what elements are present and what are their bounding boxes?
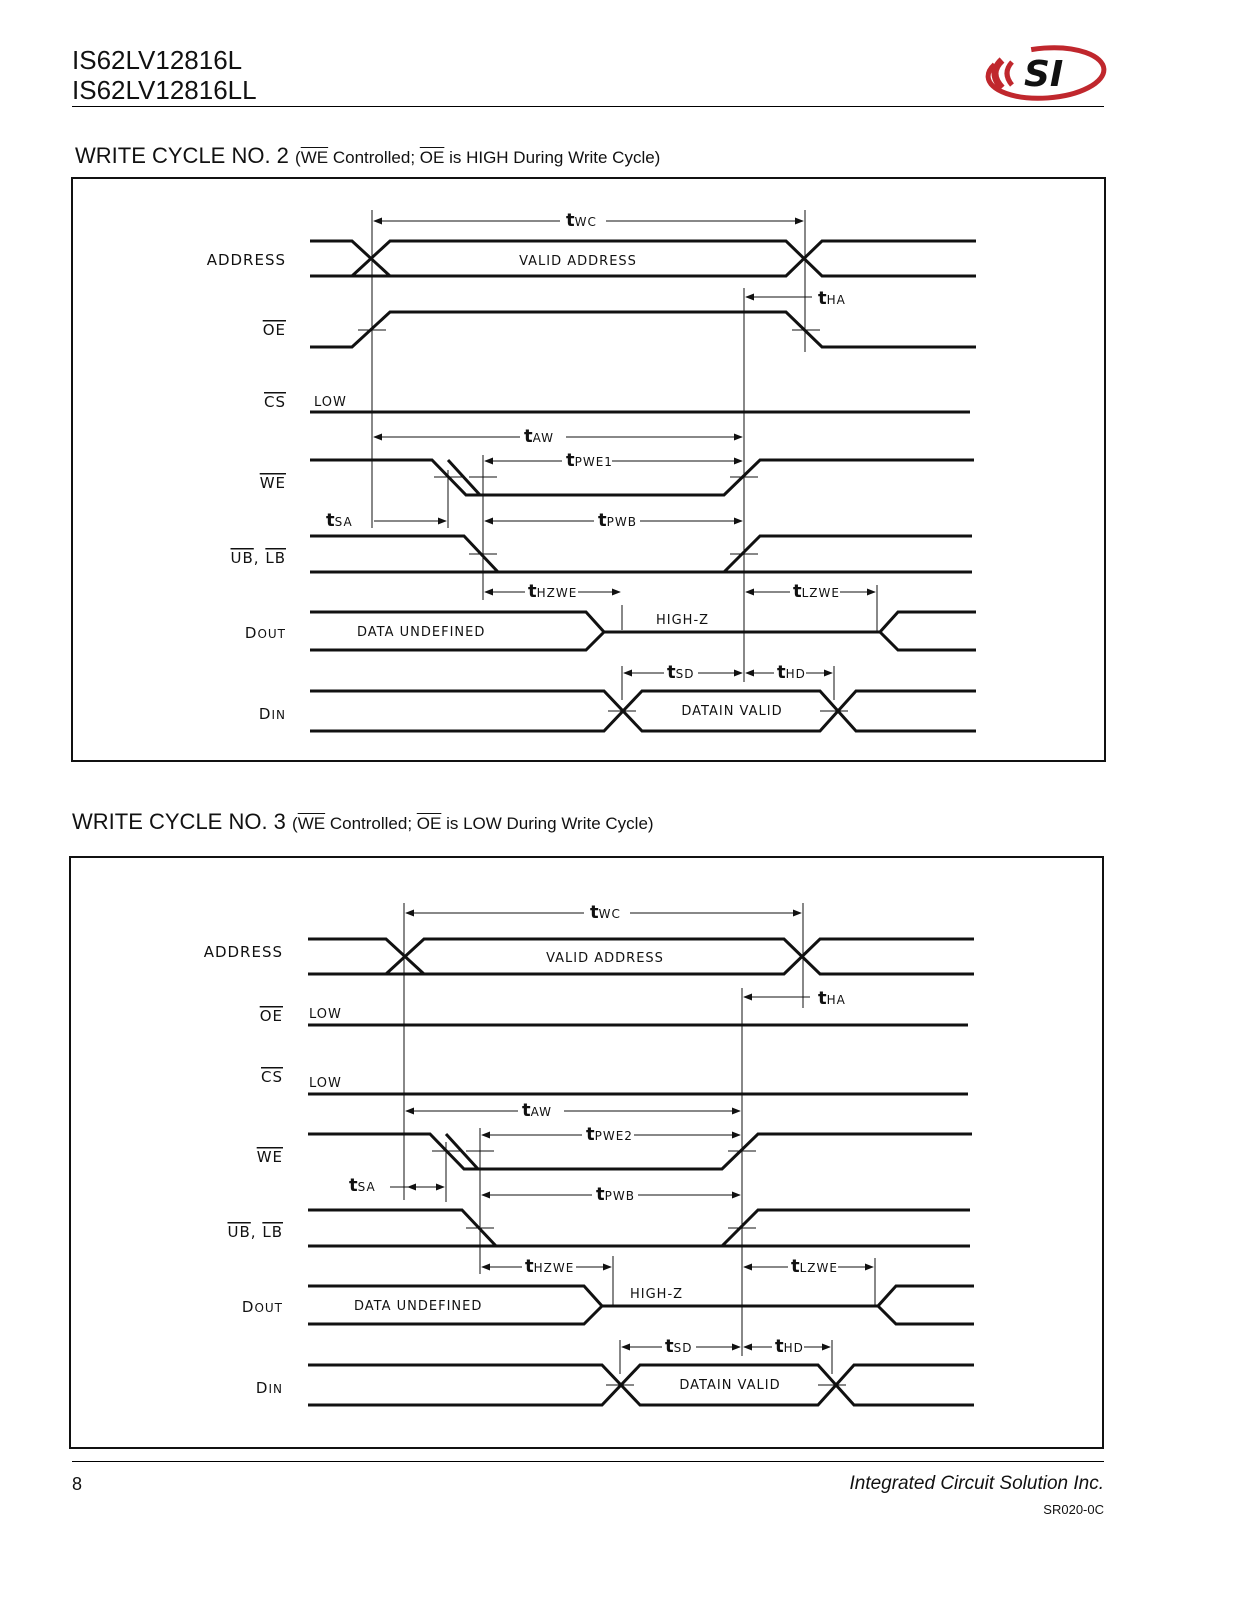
signal-we: WE <box>259 474 286 492</box>
signal-address: ADDRESS <box>206 251 286 269</box>
part-number-l: IS62LV12816L <box>72 45 243 75</box>
timing-taw: tAW <box>524 426 555 447</box>
timing-tpwe: tPWE2 <box>586 1124 633 1145</box>
section2-title: WRITE CYCLE NO. 3 ($\overline{WE}$ Controlled; $\overline{OE}$ is LOW During Write Cycle) <box>72 809 654 834</box>
timing-tsd: tSD <box>665 1336 693 1357</box>
timing-thd: tHD <box>777 662 806 683</box>
document-id: SR020-0C <box>1043 1502 1104 1517</box>
signal-ub-lb: UB, LB <box>227 1223 283 1241</box>
timing-taw: tAW <box>522 1100 553 1121</box>
timing-tsa: tSA <box>349 1175 376 1196</box>
signal-address: ADDRESS <box>203 943 283 961</box>
timing-tpwb: tPWB <box>598 510 637 531</box>
section1-title: WRITE CYCLE NO. 2 ($\overline{WE}$ Controlled; $\overline{OE}$ is HIGH During Write Cycle) <box>75 143 661 168</box>
label-high-z: HIGH-Z <box>656 613 710 628</box>
label-data-undefined: DATA UNDEFINED <box>357 625 486 640</box>
timing-tha: tHA <box>818 288 846 309</box>
label-datain-valid: DATAIN VALID <box>681 704 783 719</box>
timing-thd: tHD <box>775 1336 804 1357</box>
page-number: 8 <box>72 1474 83 1494</box>
timing-tpwe: tPWE1 <box>566 450 613 471</box>
signal-dout: DOUT <box>244 624 286 642</box>
timing-tha: tHA <box>818 988 846 1009</box>
signal-we: WE <box>256 1148 283 1166</box>
label-cs-low: LOW <box>309 1076 342 1091</box>
signal-oe: OE <box>262 321 286 339</box>
timing-tsa: tSA <box>326 510 353 531</box>
timing-tsd: tSD <box>667 662 695 683</box>
label-datain-valid: DATAIN VALID <box>679 1378 781 1393</box>
svg-text:SI: SI <box>1024 54 1064 95</box>
timing-thzwe: tHZWE <box>528 581 578 602</box>
timing-twc: tWC <box>590 902 621 923</box>
timing-twc: tWC <box>566 210 597 231</box>
signal-cs: CS <box>261 1068 283 1086</box>
signal-ub-lb: UB, LB <box>230 549 286 567</box>
signal-din: DIN <box>255 1379 283 1397</box>
timing-tlzwe: tLZWE <box>793 581 840 602</box>
signal-din: DIN <box>258 705 286 723</box>
timing-tlzwe: tLZWE <box>791 1256 838 1277</box>
signal-cs: CS <box>264 393 286 411</box>
company-name: Integrated Circuit Solution Inc. <box>849 1473 1104 1494</box>
timing-tpwb: tPWB <box>596 1184 635 1205</box>
label-valid-address: VALID ADDRESS <box>546 951 664 966</box>
label-data-undefined: DATA UNDEFINED <box>354 1299 483 1314</box>
footer-rule <box>72 1461 1104 1462</box>
signal-oe: OE <box>259 1007 283 1025</box>
label-oe-low: LOW <box>309 1007 342 1022</box>
part-number-ll: IS62LV12816LL <box>72 75 257 105</box>
label-valid-address: VALID ADDRESS <box>519 254 637 269</box>
signal-dout: DOUT <box>241 1298 283 1316</box>
timing-thzwe: tHZWE <box>525 1256 575 1277</box>
label-cs-low: LOW <box>314 395 347 410</box>
label-high-z: HIGH-Z <box>630 1287 684 1302</box>
